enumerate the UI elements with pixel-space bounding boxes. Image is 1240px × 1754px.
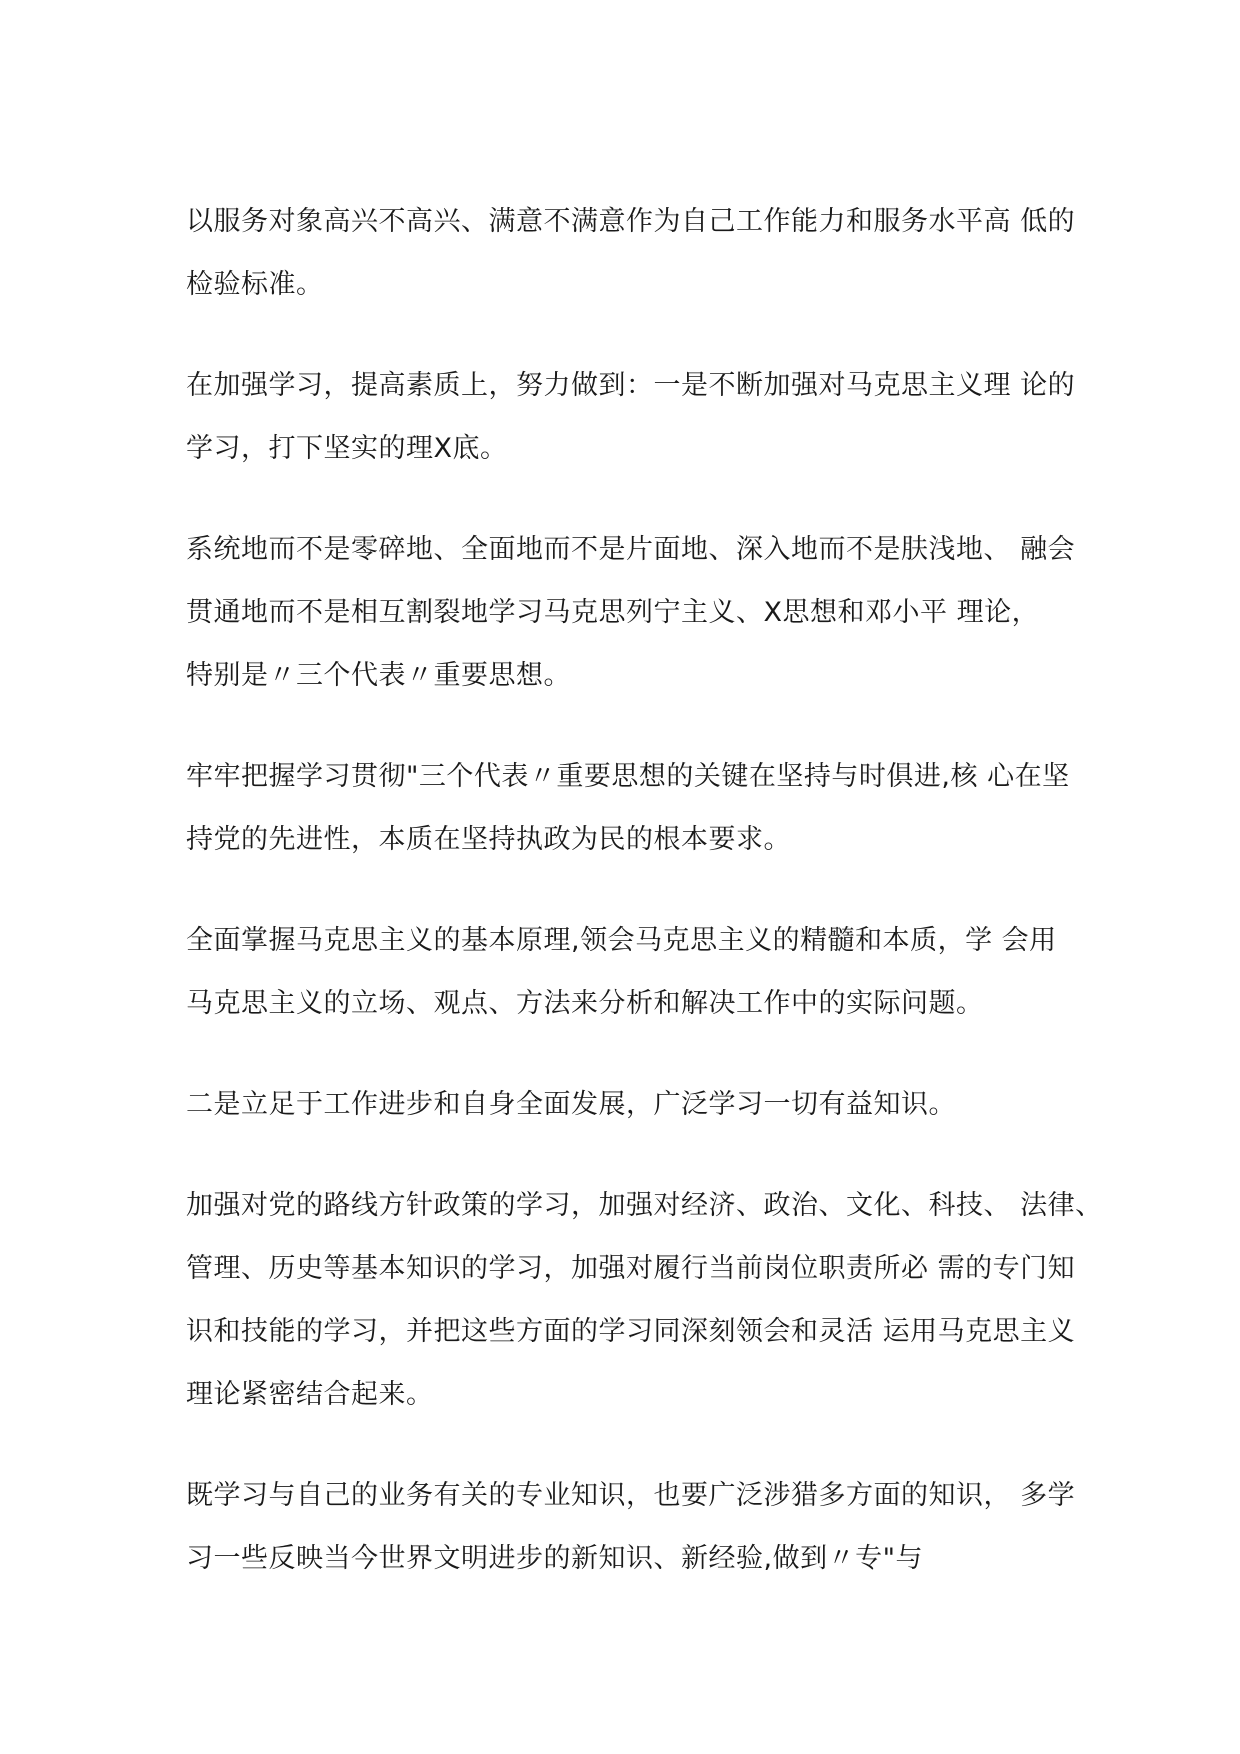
- text-line: 马克思主义的立场、观点、方法来分析和解决工作中的实际问题。: [186, 988, 984, 1019]
- paragraph-6: [186, 1073, 1086, 1136]
- text-line: 以服务对象高兴不高兴、满意不满意作为自己工作能力和服务水平高 低的: [186, 206, 1076, 237]
- text-line: 持党的先进性，本质在坚持执政为民的根本要求。: [186, 824, 791, 855]
- paragraph-2: [186, 354, 1086, 480]
- text-line: 检验标准。: [186, 269, 324, 300]
- text-line: 理论紧密结合起来。: [186, 1379, 434, 1410]
- paragraph-4: [186, 745, 1086, 871]
- text-line: 全面掌握马克思主义的基本原理,领会马克思主义的精髓和本质，学 会用: [186, 925, 1057, 956]
- paragraph-3: [186, 518, 1086, 707]
- text-line: 在加强学习，提高素质上，努力做到：一是不断加强对马克思主义理 论的: [186, 370, 1076, 401]
- text-line: 识和技能的学习，并把这些方面的学习同深刻领会和灵活 运用马克思主义: [186, 1316, 1076, 1347]
- text-line: 牢牢把握学习贯彻"三个代表〃重要思想的关键在坚持与时俱进,核 心在坚: [186, 761, 1070, 792]
- text-line: 习一些反映当今世界文明进步的新知识、新经验,做到〃专"与: [186, 1543, 924, 1574]
- paragraph-5: [186, 909, 1086, 1035]
- text-line: 加强对党的路线方针政策的学习，加强对经济、政治、文化、科技、 法律、: [186, 1190, 1103, 1221]
- paragraph-1: [186, 190, 1086, 316]
- text-line: 特别是〃三个代表〃重要思想。: [186, 660, 571, 691]
- text-line: 贯通地而不是相互割裂地学习马克思列宁主义、X思想和邓小平 理论，: [186, 597, 1040, 628]
- text-line: 二是立足于工作进步和自身全面发展，广泛学习一切有益知识。: [186, 1089, 956, 1120]
- document-body: [186, 190, 1103, 1628]
- paragraph-7: [186, 1174, 1103, 1426]
- paragraph-8: [186, 1464, 1086, 1590]
- text-line: 学习，打下坚实的理X底。: [186, 433, 508, 464]
- text-line: 既学习与自己的业务有关的专业知识，也要广泛涉猎多方面的知识， 多学: [186, 1480, 1076, 1511]
- text-line: 管理、历史等基本知识的学习，加强对履行当前岗位职责所必 需的专门知: [186, 1253, 1076, 1284]
- text-line: 系统地而不是零碎地、全面地而不是片面地、深入地而不是肤浅地、 融会: [186, 534, 1076, 565]
